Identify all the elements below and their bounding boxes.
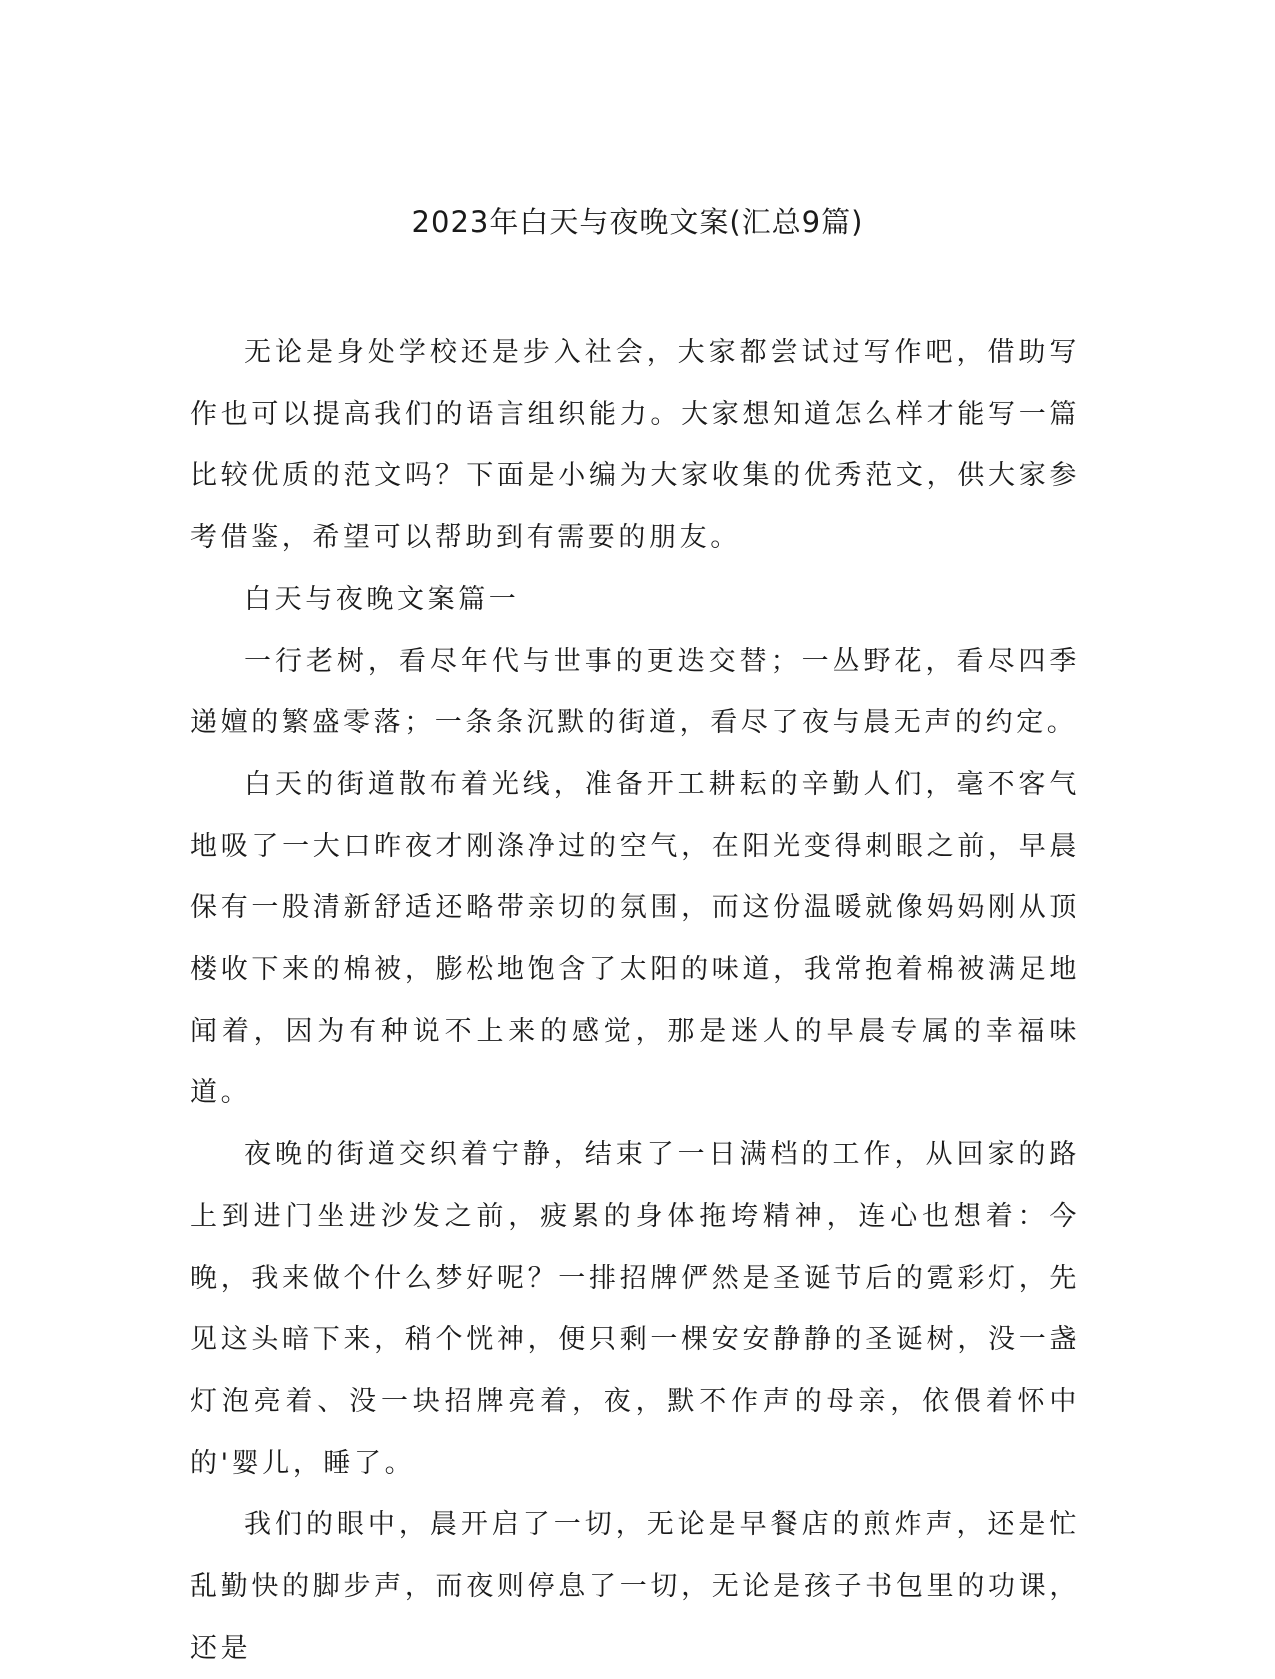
body-paragraph: 我们的眼中，晨开启了一切，无论是早餐店的煎炸声，还是忙乱勤快的脚步声，而夜则停息了一切，无论是孩子书包里的功课，还是 [190, 1509, 1080, 1664]
section-heading: 白天与夜晚文案篇一 [244, 583, 520, 615]
document-body [190, 322, 1080, 1679]
intro-paragraph: 无论是身处学校还是步入社会，大家都尝试过写作吧，借助写作也可以提高我们的语言组织能力。大家想知道怎么样才能写一篇比较优质的范文吗？下面是小编为大家收集的优秀范文，供大家参考借鉴，希望可以帮助到有需要的朋友。 [190, 337, 1080, 554]
body-paragraph: 白天的街道散布着光线，准备开工耕耘的辛勤人们，毫不客气地吸了一大口昨夜才刚涤净过的空气，在阳光变得刺眼之前，早晨保有一股清新舒适还略带亲切的氛围，而这份温暖就像妈妈刚从顶楼收下来的棉被，膨松地饱含了太阳的味道，我常抱着棉被满足地闻着，因为有种说不上来的感觉，那是迷人的早晨专属的幸福味道。 [190, 768, 1080, 1109]
document-title: 2023年白天与夜晚文案(汇总9篇) [411, 205, 864, 239]
body-paragraph: 夜晚的街道交织着宁静，结束了一日满档的工作，从回家的路上到进门坐进沙发之前，疲累的身体拖垮精神，连心也想着：今晚，我来做个什么梦好呢？一排招牌俨然是圣诞节后的霓彩灯，先见这头暗下来，稍个恍神，便只剩一棵安安静静的圣诞树，没一盏灯泡亮着、没一块招牌亮着，夜，默不作声的母亲，依偎着怀中的'婴儿，睡了。 [190, 1139, 1080, 1479]
body-paragraph: 一行老树，看尽年代与世事的更迭交替；一丛野花，看尽四季递嬗的繁盛零落；一条条沉默的街道，看尽了夜与晨无声的约定。 [190, 645, 1080, 739]
